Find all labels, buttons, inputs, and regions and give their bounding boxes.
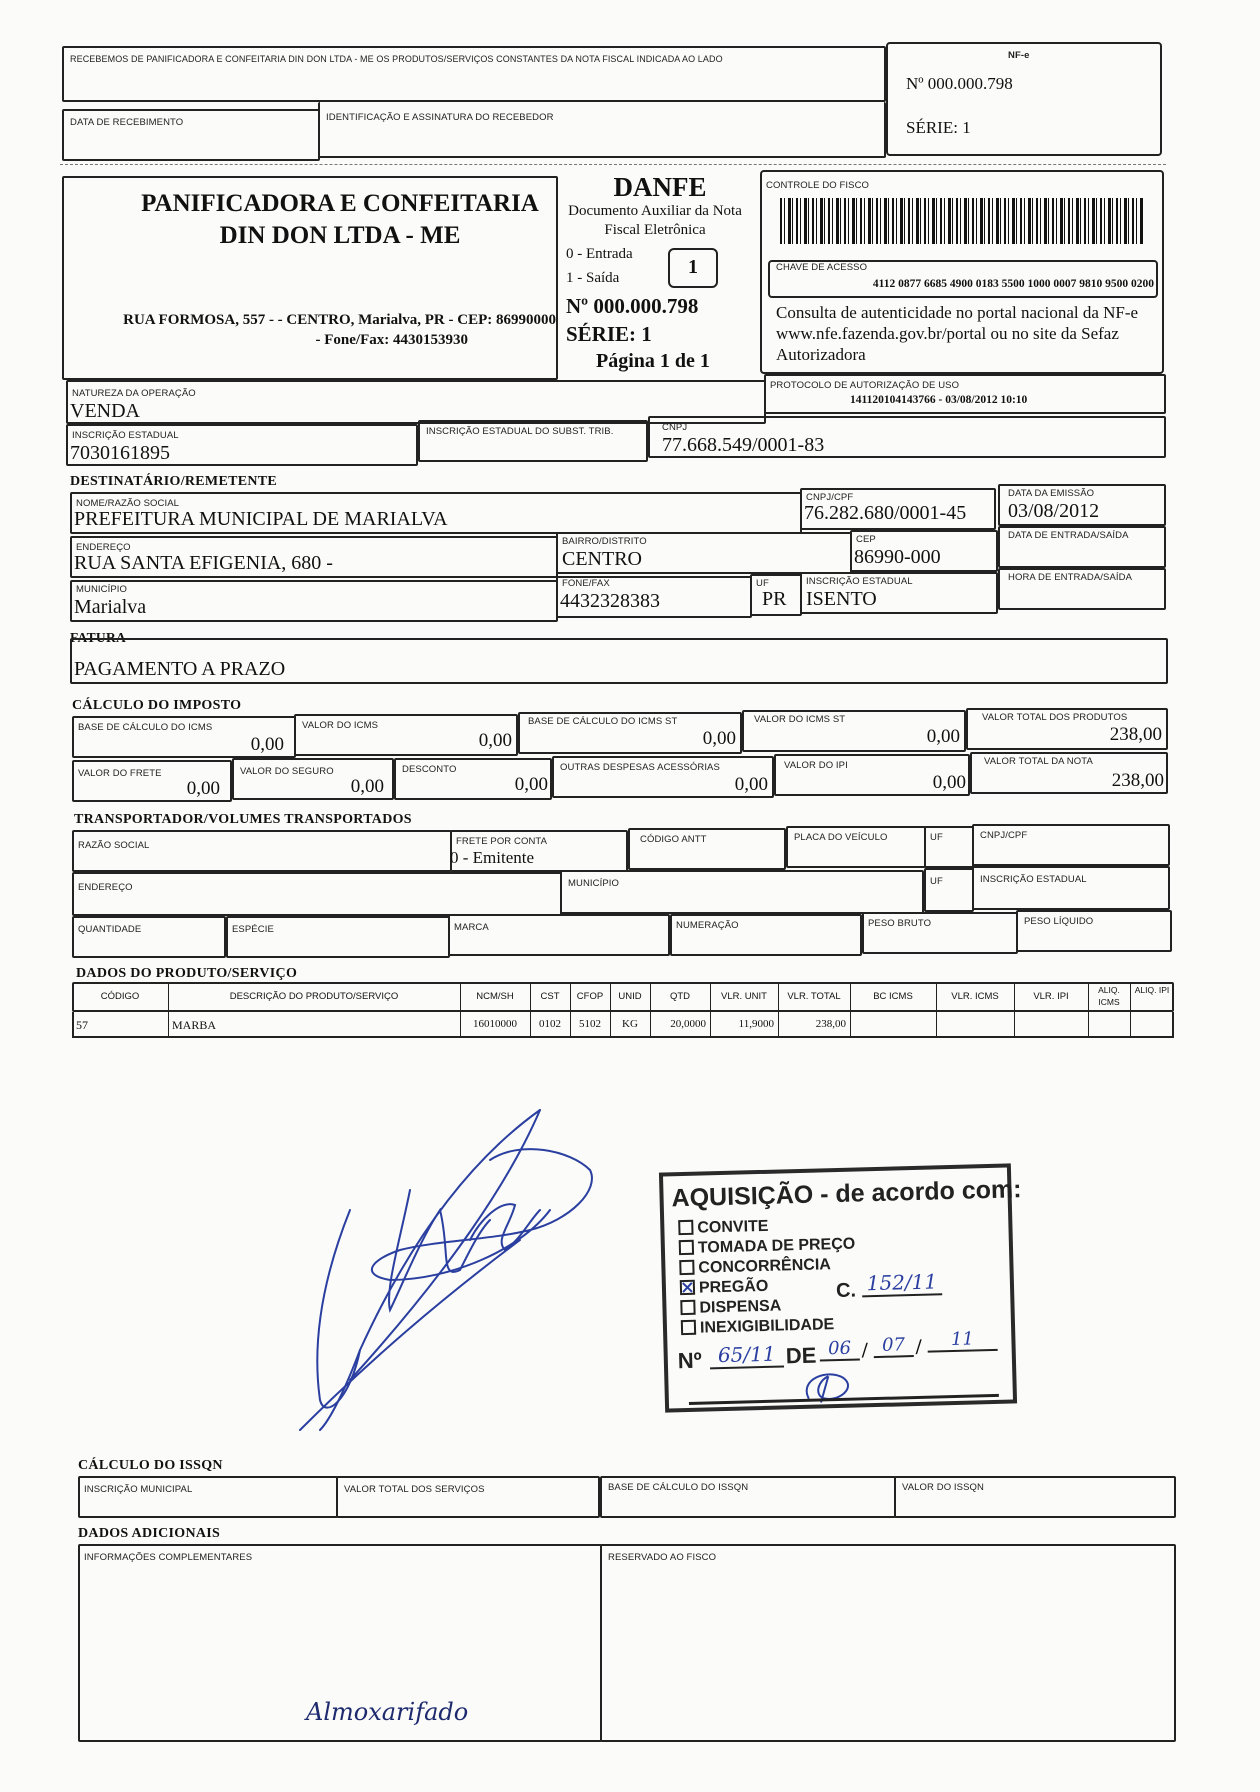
- tax-section-title: CÁLCULO DO IMPOSTO: [72, 698, 242, 713]
- carrier-address-label: ENDEREÇO: [78, 882, 133, 893]
- icms-base: 0,00: [250, 734, 284, 755]
- ipi-value: 0,00: [932, 772, 966, 793]
- recipient-name-label: NOME/RAZÃO SOCIAL: [76, 498, 180, 509]
- access-key-barcode: [780, 198, 1144, 244]
- danfe-entrada: 0 - Entrada: [566, 246, 633, 262]
- table-cell: KG: [622, 1018, 638, 1030]
- recipient-city: Marialva: [74, 596, 147, 618]
- freight-mode-label: FRETE POR CONTA: [456, 836, 548, 847]
- table-cell: 0102: [539, 1018, 561, 1030]
- checkbox-checked-icon: [680, 1280, 695, 1295]
- column-header: CST: [540, 991, 560, 1002]
- column-header: QTD: [669, 991, 691, 1002]
- column-divider: [1014, 982, 1015, 1038]
- table-cell: 20,0000: [670, 1018, 706, 1030]
- column-header: ALIQ. IPI: [1134, 985, 1170, 995]
- products-section-title: DADOS DO PRODUTO/SERVIÇO: [76, 966, 298, 981]
- volume-quantity-label: QUANTIDADE: [78, 924, 142, 935]
- invoice-total: 238,00: [1111, 770, 1164, 791]
- checkbox-icon: [678, 1220, 693, 1235]
- icms-value: 0,00: [478, 730, 512, 751]
- operation-nature: VENDA: [70, 400, 140, 422]
- freight-mode: 0 - Emitente: [450, 848, 535, 867]
- stamp-title: AQUISIÇÃO - de acordo com:: [671, 1175, 1022, 1213]
- recipient-uf-label: UF: [756, 578, 769, 589]
- column-header: VLR. ICMS: [951, 991, 999, 1002]
- volume-brand-cell: [448, 914, 670, 956]
- checkbox-icon: [679, 1260, 694, 1275]
- issqn-base-label: BASE DE CÁLCULO DO ISSQN: [608, 1482, 749, 1493]
- products-total: 238,00: [1109, 724, 1162, 745]
- receipt-signature-cell: [318, 102, 886, 158]
- volume-species-cell: [226, 916, 450, 958]
- st-registration-label: INSCRIÇÃO ESTADUAL DO SUBST. TRIB.: [426, 426, 614, 437]
- stamp-option-tomada: TOMADA DE PREÇO: [679, 1236, 856, 1259]
- recipient-cep: 86990-000: [854, 546, 941, 568]
- column-divider: [850, 982, 851, 1038]
- recipient-address-label: ENDEREÇO: [76, 542, 131, 553]
- receipt-signature-label: IDENTIFICAÇÃO E ASSINATURA DO RECEBEDOR: [326, 112, 554, 123]
- issuer-cnpj: 77.668.549/0001-83: [662, 434, 825, 456]
- column-header: NCM/SH: [476, 991, 514, 1002]
- recipient-uf: PR: [762, 588, 787, 610]
- receipt-nfe-number: Nº 000.000.798: [906, 74, 1013, 93]
- checkbox-icon: [680, 1300, 695, 1315]
- column-header: VLR. TOTAL: [787, 991, 841, 1002]
- recipient-district: CENTRO: [562, 548, 642, 570]
- entry-exit-time-label: HORA DE ENTRADA/SAÍDA: [1008, 572, 1133, 583]
- stamp-option-convite: CONVITE: [678, 1218, 769, 1238]
- column-divider: [460, 982, 461, 1038]
- column-divider: [650, 982, 651, 1038]
- stamp-slash: /: [861, 1337, 869, 1363]
- stamp-de-label: DE: [785, 1342, 817, 1369]
- danfe-subtitle: Documento Auxiliar da Nota Fiscal Eletrônica: [568, 203, 742, 238]
- recipient-phone: 4432328383: [560, 590, 660, 612]
- other-expenses-label: OUTRAS DESPESAS ACESSÓRIAS: [560, 762, 720, 773]
- authorization-protocol-label: PROTOCOLO DE AUTORIZAÇÃO DE USO: [770, 380, 960, 391]
- state-registration-label: INSCRIÇÃO ESTADUAL: [72, 430, 179, 441]
- authorization-protocol: 141120104143766 - 03/08/2012 10:10: [850, 394, 1028, 406]
- handwritten-signature: [290, 1100, 630, 1440]
- receipt-text: RECEBEMOS DE PANIFICADORA E CONFEITARIA DIN DON LTDA - ME OS PRODUTOS/SERVIÇOS CONSTANTES DA NOTA FISCAL INDICADA AO LADO: [70, 54, 723, 64]
- danfe-number: Nº 000.000.798: [566, 294, 699, 318]
- column-header: VLR. IPI: [1033, 991, 1069, 1002]
- carrier-section-title: TRANSPORTADOR/VOLUMES TRANSPORTADOS: [74, 812, 412, 827]
- volume-species-label: ESPÉCIE: [232, 924, 274, 935]
- danfe-tipo: 1: [688, 256, 698, 278]
- vehicle-plate-label: PLACA DO VEÍCULO: [794, 832, 888, 843]
- handwritten-note: Almoxarifado: [306, 1698, 469, 1726]
- table-cell: MARBA: [172, 1018, 217, 1032]
- column-header: ALIQ. ICMS: [1098, 985, 1120, 1007]
- danfe-serie: SÉRIE: 1: [566, 322, 652, 346]
- issue-date: 03/08/2012: [1008, 500, 1100, 522]
- icms-st-base-label: BASE DE CÁLCULO DO ICMS ST: [528, 716, 678, 727]
- municipal-registration-label: INSCRIÇÃO MUNICIPAL: [84, 1484, 193, 1495]
- access-key-label: CHAVE DE ACESSO: [776, 262, 868, 273]
- municipal-registration-cell: [78, 1476, 338, 1518]
- icms-base-label: BASE DE CÁLCULO DO ICMS: [78, 722, 213, 733]
- cut-line: [60, 164, 1166, 165]
- insurance-value: 0,00: [350, 776, 384, 797]
- discount-label: DESCONTO: [402, 764, 457, 775]
- stamp-option-dispensa: DISPENSA: [680, 1297, 781, 1318]
- table-cell: 5102: [579, 1018, 601, 1030]
- access-key: 4112 0877 6685 4900 0183 5500 1000 0007 9810 9500 0200: [872, 278, 1154, 290]
- recipient-cep-label: CEP: [856, 534, 876, 545]
- products-total-label: VALOR TOTAL DOS PRODUTOS: [982, 712, 1128, 723]
- issqn-value-label: VALOR DO ISSQN: [902, 1482, 984, 1493]
- ipi-value-label: VALOR DO IPI: [784, 760, 848, 771]
- stamp-option-concorrencia: CONCORRÊNCIA: [679, 1256, 831, 1278]
- stamp-date-month: 07: [873, 1334, 914, 1358]
- column-header: CFOP: [576, 991, 604, 1002]
- danfe-saida: 1 - Saída: [566, 270, 620, 286]
- stamp-date-year: 11: [927, 1328, 998, 1353]
- table-cell: 11,9000: [738, 1018, 774, 1030]
- authenticity-note: Consulta de autenticidade no portal nacional da NF-e www.nfe.fazenda.gov.br/portal ou no site da Sefaz Autorizadora: [776, 303, 1139, 364]
- stamp-option-pregao: PREGÃO: [680, 1278, 769, 1298]
- column-header: DESCRIÇÃO DO PRODUTO/SERVIÇO: [229, 991, 399, 1002]
- icms-st-value: 0,00: [926, 726, 960, 747]
- reserved-fisco-label: RESERVADO AO FISCO: [608, 1552, 717, 1563]
- operation-nature-label: NATUREZA DA OPERAÇÃO: [72, 388, 196, 399]
- column-header: UNID: [618, 991, 642, 1002]
- receipt-nfe-label: NF-e: [1008, 50, 1030, 61]
- carrier-name-cell: [72, 830, 452, 872]
- carrier-ie-cell: [972, 866, 1170, 910]
- products-table: [72, 982, 1174, 1040]
- recipient-cnpj-label: CNPJ/CPF: [806, 492, 854, 503]
- net-weight-label: PESO LÍQUIDO: [1024, 916, 1094, 927]
- volume-quantity-cell: [72, 916, 226, 958]
- column-divider: [570, 982, 571, 1038]
- column-header: BC ICMS: [873, 991, 913, 1002]
- recipient-ie-label: INSCRIÇÃO ESTADUAL: [806, 576, 913, 587]
- receipt-serie: SÉRIE: 1: [906, 118, 971, 137]
- carrier-address-cell: [72, 872, 562, 916]
- recipient-section-title: DESTINATÁRIO/REMETENTE: [70, 474, 278, 489]
- invoice-value: PAGAMENTO A PRAZO: [74, 658, 286, 680]
- column-header: VLR. UNIT: [721, 991, 767, 1002]
- antt-code-label: CÓDIGO ANTT: [640, 834, 707, 845]
- insurance-value-label: VALOR DO SEGURO: [240, 766, 334, 777]
- issuer-name: PANIFICADORA E CONFEITARIA DIN DON LTDA - ME: [141, 190, 539, 249]
- table-cell: 57: [76, 1018, 88, 1032]
- carrier-uf-label: UF: [930, 832, 943, 843]
- column-divider: [610, 982, 611, 1038]
- receipt-date-label: DATA DE RECEBIMENTO: [70, 117, 184, 128]
- issuer-address: RUA FORMOSA, 557 - - CENTRO, Marialva, PR - CEP: 86990000: [123, 312, 556, 328]
- column-divider: [168, 982, 169, 1038]
- services-total-label: VALOR TOTAL DOS SERVIÇOS: [344, 1484, 485, 1495]
- column-header: CÓDIGO: [100, 991, 140, 1002]
- stamp-n-label: Nº: [677, 1347, 703, 1374]
- table-cell: 16010000: [473, 1018, 517, 1030]
- acquisition-stamp: [659, 1163, 1022, 1412]
- recipient-name: PREFEITURA MUNICIPAL DE MARIALVA: [74, 508, 448, 530]
- icms-st-value-label: VALOR DO ICMS ST: [754, 714, 846, 725]
- icms-st-base: 0,00: [702, 728, 736, 749]
- services-total-cell: [336, 1476, 600, 1518]
- volume-brand-label: MARCA: [454, 922, 489, 933]
- carrier-name-label: RAZÃO SOCIAL: [78, 840, 150, 851]
- invoice-total-label: VALOR TOTAL DA NOTA: [984, 756, 1093, 767]
- complementary-info-label: INFORMAÇÕES COMPLEMENTARES: [84, 1552, 253, 1563]
- stamp-c-value: 152/11: [862, 1269, 943, 1297]
- reserved-fisco-cell: [600, 1544, 1176, 1742]
- freight-value: 0,00: [186, 778, 220, 799]
- gross-weight-label: PESO BRUTO: [868, 918, 932, 929]
- recipient-phone-label: FONE/FAX: [562, 578, 610, 589]
- discount: 0,00: [514, 774, 548, 795]
- issuer-phone: - Fone/Fax: 4430153930: [315, 332, 468, 348]
- checkbox-icon: [679, 1240, 694, 1255]
- carrier-city-cell: [560, 870, 924, 914]
- stamp-slash: /: [915, 1333, 923, 1359]
- issuer-cnpj-label: CNPJ: [662, 422, 688, 433]
- carrier-uf2-label: UF: [930, 876, 943, 887]
- stamp-n-value: 65/11: [709, 1341, 784, 1369]
- checkbox-icon: [681, 1320, 696, 1335]
- carrier-ie-label: INSCRIÇÃO ESTADUAL: [980, 874, 1087, 885]
- issue-date-label: DATA DA EMISSÃO: [1008, 488, 1095, 499]
- column-divider: [1130, 982, 1131, 1038]
- danfe-title: DANFE: [613, 172, 707, 202]
- additional-section-title: DADOS ADICIONAIS: [78, 1526, 221, 1541]
- carrier-uf2-cell: [924, 868, 974, 912]
- icms-value-label: VALOR DO ICMS: [302, 720, 379, 731]
- recipient-cnpj: 76.282.680/0001-45: [804, 502, 967, 524]
- entry-exit-date-label: DATA DE ENTRADA/SAÍDA: [1008, 530, 1129, 541]
- carrier-cnpj-label: CNPJ/CPF: [980, 830, 1028, 841]
- column-divider: [778, 982, 779, 1038]
- column-divider: [1088, 982, 1089, 1038]
- stamp-c-label: C.: [835, 1279, 857, 1303]
- fiscal-control-label: CONTROLE DO FISCO: [766, 180, 870, 191]
- issqn-section-title: CÁLCULO DO ISSQN: [78, 1458, 223, 1473]
- table-cell: 238,00: [815, 1018, 846, 1030]
- column-divider: [936, 982, 937, 1038]
- danfe-page: Página 1 de 1: [596, 350, 710, 372]
- stamp-date-day: 06: [819, 1337, 860, 1361]
- recipient-city-label: MUNICÍPIO: [76, 584, 128, 595]
- state-registration: 7030161895: [70, 442, 170, 464]
- recipient-district-label: BAIRRO/DISTRITO: [562, 536, 647, 547]
- freight-value-label: VALOR DO FRETE: [78, 768, 162, 779]
- other-expenses: 0,00: [734, 774, 768, 795]
- carrier-city-label: MUNICÍPIO: [568, 878, 620, 889]
- column-divider: [710, 982, 711, 1038]
- column-divider: [530, 982, 531, 1038]
- recipient-ie: ISENTO: [806, 588, 877, 610]
- invoice-section-title: FATURA: [70, 630, 127, 645]
- recipient-address: RUA SANTA EFIGENIA, 680 -: [74, 552, 333, 574]
- stamp-option-inexigibilidade: INEXIGIBILIDADE: [681, 1316, 835, 1338]
- volume-numbering-label: NUMERAÇÃO: [676, 920, 739, 931]
